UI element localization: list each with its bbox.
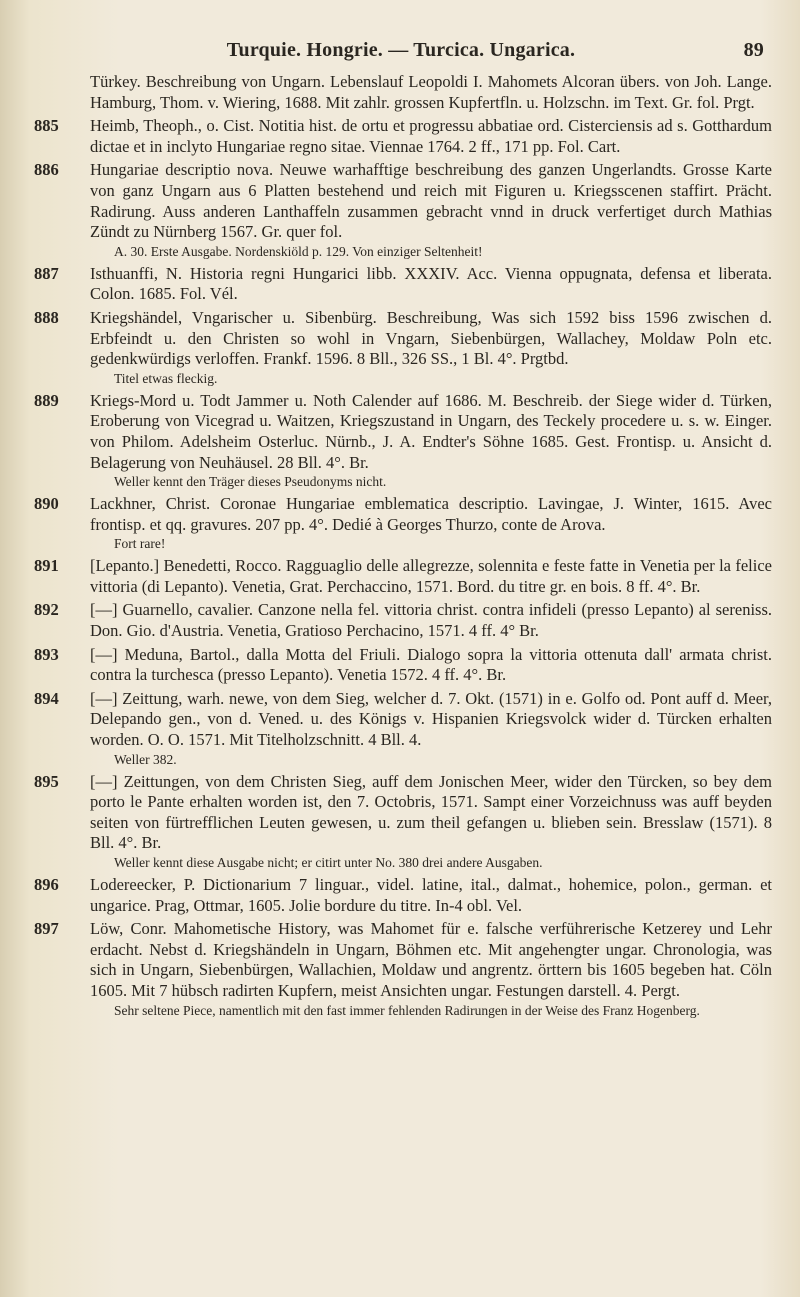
entry-note: Fort rare!	[114, 536, 166, 552]
entry-number: 886	[34, 160, 59, 180]
entry-number: 893	[34, 644, 59, 664]
entry-description: Kriegs-Mord u. Todt Jammer u. Noth Calender auf 1686. M. Beschreib. der Siege wider d. Türken, Eroberung von Vicegrad u. Waitzen, Kriegszustand in Ungarn, des Teckely procedere u. s. w. Einger. von Philom. Adelsheim Osterluc. Nürnb., J. A. Endter's Söhne 1685. Gest. Frontisp. u. Ansicht d. Belagerung von Neuhäusel. 28 Bll. 4°. Br.	[90, 390, 772, 472]
entry-number: 895	[34, 771, 59, 791]
catalog-entry	[30, 689, 772, 769]
catalog-entry	[30, 72, 772, 113]
entry-description: Löw, Conr. Mahometische History, was Mahomet für e. falsche verführerische Ketzerey und Lehr erdacht. Nebst d. Kriegshändeln in Ungarn, Böhmen etc. Mit angehengter ungar. Chronologia, was sich in Ungarn, Siebenbürgen, Wallachien, Moldaw und angrentz. örttern bis 1605 begeben hat. Cöln 1605. Mit 7 hübsch radirten Kupfern, meist Ansichten ungar. Festungen darstell. 4. Pergt.	[90, 919, 772, 1000]
entry-note: Weller kennt den Träger dieses Pseudonyms nicht.	[114, 474, 387, 490]
entry-text	[90, 264, 772, 305]
entry-text	[90, 160, 772, 260]
page-number: 89	[743, 39, 764, 61]
entry-text	[90, 919, 772, 1019]
entry-description: Lodereecker, P. Dictionarium 7 linguar., videl. latine, ital., dalmat., hohemice, polon., german. et ungarice. Prag, Ottmar, 1605. Jolie bordure du titre. In-4 obl. Vel.	[90, 875, 772, 915]
entry-description: [—] Zeittung, warh. newe, von dem Sieg, welcher d. 7. Okt. (1571) in e. Golfo od. Pont auff d. Meer, Delepando gen., von d. Vened. u. des Königs v. Hispanien Kriegsvolck wider d. Türcken erhalten worden. O. O. 1571. Mit Titelholzschnitt. 4 Bll. 4.	[90, 688, 772, 750]
entry-text	[90, 116, 772, 157]
entry-note: Weller kennt diese Ausgabe nicht; er citirt unter No. 380 drei andere Ausgaben.	[114, 855, 543, 870]
running-title: Turquie. Hongrie. — Turcica. Ungarica.	[226, 39, 576, 61]
catalog-entry	[30, 494, 772, 553]
entry-text	[90, 875, 772, 916]
entry-description: Lackhner, Christ. Coronae Hungariae emblematica descriptio. Lavingae, J. Winter, 1615. Avec frontisp. et qq. gravures. 207 pp. 4°. Dedié à Georges Thurzo, conte de Arova.	[90, 494, 772, 534]
entry-text	[90, 72, 772, 113]
entry-number	[30, 72, 90, 113]
entry-text	[90, 600, 772, 641]
entry-text	[90, 772, 772, 872]
entry-number: 897	[34, 919, 59, 939]
catalog-entry	[30, 391, 772, 491]
entry-note: Weller 382.	[114, 751, 177, 767]
entry-text	[90, 391, 772, 491]
entry-list	[30, 72, 772, 1020]
entry-number: 891	[34, 556, 59, 576]
entry-text	[90, 494, 772, 553]
entry-description: [—] Guarnello, cavalier. Canzone nella fel. vittoria christ. contra infideli (presso Lepanto) al sereniss. Don. Gio. d'Austria. Venetia, Gratioso Perchacino, 1571. 4 ff. 4° Br.	[90, 600, 772, 641]
catalog-entry	[30, 600, 772, 641]
entry-number: 889	[34, 390, 59, 410]
entry-number: 885	[34, 116, 59, 136]
entry-text	[90, 308, 772, 388]
entry-text	[90, 689, 772, 769]
catalog-entry	[30, 116, 772, 157]
entry-text	[90, 645, 772, 686]
entry-note: Titel etwas fleckig.	[114, 370, 218, 386]
catalog-entry	[30, 772, 772, 872]
catalog-entry	[30, 264, 772, 305]
entry-number: 888	[34, 307, 59, 327]
entry-number: 890	[34, 494, 59, 514]
catalog-entry	[30, 645, 772, 686]
entry-description: Isthuanffi, N. Historia regni Hungarici libb. XXXIV. Acc. Vienna oppugnata, defensa et liberata. Colon. 1685. Fol. Vél.	[90, 263, 772, 304]
entry-note: A. 30. Erste Ausgabe. Nordenskiöld p. 129. Von einziger Seltenheit!	[114, 243, 483, 259]
entry-number: 892	[34, 600, 59, 620]
catalog-entry	[30, 160, 772, 260]
entry-number: 894	[34, 688, 59, 708]
page-header	[30, 22, 772, 62]
entry-description: Türkey. Beschreibung von Ungarn. Lebenslauf Leopoldi I. Mahomets Alcoran übers. von Joh. Lange. Hamburg, Thom. v. Wiering, 1688. Mit zahlr. grossen Kupfertfln. u. Holzschn. im Text. Gr. fol. Prgt.	[90, 72, 772, 112]
catalog-entry	[30, 875, 772, 916]
entry-description: [—] Meduna, Bartol., dalla Motta del Friuli. Dialogo sopra la vittoria ottenuta dall' armata christ. contra la turchesca (presso Lepanto). Venetia 1572. 4 ff. 4°. Br.	[90, 644, 772, 685]
entry-description: Hungariae descriptio nova. Neuwe warhafftige beschreibung des ganzen Ungerlandts. Grosse Karte von ganz Ungarn aus 6 Platten bestehend und reich mit Figuren u. Kriegsscenen staffirt. Prächt. Radirung. Auss anderen Lanthaffeln zusammen gebracht vnnd in druck verfertiget durch Mathias Zündt zu Nürnberg 1567. Gr. quer fol.	[90, 160, 772, 242]
catalog-entry	[30, 308, 772, 388]
entry-text	[90, 556, 772, 597]
entry-number: 896	[34, 875, 59, 894]
entry-description: Heimb, Theoph., o. Cist. Notitia hist. de ortu et progressu abbatiae ord. Cisterciensis ad s. Gotthardum dictae et in inclyto Hungariae regno sitae. Viennae 1764. 2 ff., 171 pp. Fol. Cart.	[90, 116, 772, 156]
entry-description: Kriegshändel, Vngarischer u. Sibenbürg. Beschreibung, Was sich 1592 biss 1596 zwischen d. Erbfeindt u. den Christen so wohl in Vngarn, Siebenbürgen, Wallachey, Moldaw Poln etc. gedenkwürdigs verloffen. Frankf. 1596. 8 Bll., 326 SS., 1 Bl. 4°. Prgtbd.	[90, 307, 772, 369]
entry-description: [Lepanto.] Benedetti, Rocco. Ragguaglio delle allegrezze, solennita e feste fatte in Venetia per la felice vittoria (di Lepanto). Venetia, Grat. Perchaccino, 1571. Bord. du titre gr. en bois. 8 ff. 4°. Br.	[90, 556, 772, 596]
entry-number: 887	[34, 263, 59, 283]
entry-note: Sehr seltene Piece, namentlich mit den fast immer fehlenden Radirungen in der Weise des Franz Hogenberg.	[114, 1002, 700, 1018]
entry-description: [—] Zeittungen, von dem Christen Sieg, auff dem Jonischen Meer, wider den Türcken, so bey dem porto le Pante erhalten worden ist, den 7. Octobris, 1571. Sampt einer Vorzeichnuss was auff beyden seiten von fürtrefflichen Leuten gewesen, u. zum theil gefangen u. blieben sein. Bresslaw (1571). 8 Bll. 4°. Br.	[90, 771, 772, 853]
catalog-entry	[30, 919, 772, 1019]
catalog-entry	[30, 556, 772, 597]
